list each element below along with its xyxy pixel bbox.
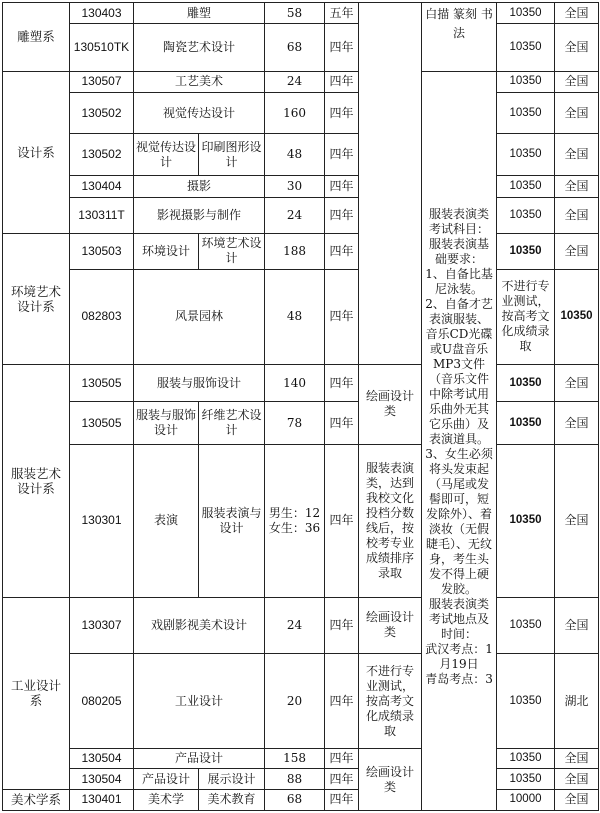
exam-type-cell bbox=[359, 3, 422, 365]
enrollment-count: 160 bbox=[265, 92, 325, 133]
tuition-fee: 10350 bbox=[497, 769, 555, 789]
tuition-fee: 10350 bbox=[497, 364, 555, 401]
major-code: 130507 bbox=[70, 71, 134, 92]
enrollment-region: 全国 bbox=[555, 3, 599, 24]
major-code: 130504 bbox=[70, 769, 134, 789]
tuition-fee: 10350 bbox=[497, 749, 555, 769]
major-name: 摄影 bbox=[134, 175, 265, 197]
enrollment-region: 全国 bbox=[555, 789, 599, 810]
enrollment-region: 全国 bbox=[555, 749, 599, 769]
department-cell: 服装艺术设计系 bbox=[3, 364, 70, 597]
study-years: 四年 bbox=[325, 654, 359, 749]
enrollment-count: 58 bbox=[265, 3, 325, 24]
enrollment-count: 68 bbox=[265, 789, 325, 810]
notes-paragraph: 服装表演类考试科目： bbox=[429, 206, 490, 236]
enrollment-region: 全国 bbox=[555, 233, 599, 269]
department-cell: 工业设计系 bbox=[3, 597, 70, 789]
study-years: 四年 bbox=[325, 92, 359, 133]
table-row bbox=[3, 3, 599, 24]
enrollment-region: 全国 bbox=[555, 134, 599, 175]
major-name: 环境设计 bbox=[134, 233, 199, 269]
study-years: 四年 bbox=[325, 198, 359, 233]
tuition-fee: 10350 bbox=[497, 597, 555, 654]
tuition-fee: 10350 bbox=[497, 3, 555, 24]
exam-subjects: 白描 篆刻 书法 bbox=[422, 3, 497, 72]
tuition-fee: 10350 bbox=[497, 175, 555, 197]
table-row bbox=[3, 233, 599, 269]
enrollment-region: 全国 bbox=[555, 402, 599, 444]
tuition-fee: 10350 bbox=[497, 24, 555, 72]
major-code: 130403 bbox=[70, 3, 134, 24]
table-row bbox=[3, 749, 599, 769]
major-name: 雕塑 bbox=[134, 3, 265, 24]
enrollment-count: 48 bbox=[265, 269, 325, 364]
table-row bbox=[3, 175, 599, 197]
study-years: 四年 bbox=[325, 402, 359, 444]
major-code: 080205 bbox=[70, 654, 134, 749]
table-row bbox=[3, 269, 599, 364]
major-name: 服装与服饰设计 bbox=[134, 364, 265, 401]
notes-paragraph: 2、自备才艺表演服装、音乐CD光碟或U盘音乐MP3文件（音乐文件中除考试用乐曲外无其它乐曲）及表演道具。 bbox=[425, 296, 493, 446]
enrollment-count: 78 bbox=[265, 402, 325, 444]
tuition-fee: 10000 bbox=[497, 789, 555, 810]
enrollment-region: 全国 bbox=[555, 198, 599, 233]
table-row bbox=[3, 198, 599, 233]
major-direction: 美术教育 bbox=[199, 789, 265, 810]
enrollment-region: 全国 bbox=[555, 92, 599, 133]
study-years: 四年 bbox=[325, 789, 359, 810]
major-name: 表演 bbox=[134, 444, 199, 597]
department-cell: 美术学系 bbox=[3, 789, 70, 810]
enrollment-count: 140 bbox=[265, 364, 325, 401]
tuition-fee: 10350 bbox=[497, 71, 555, 92]
major-name: 风景园林 bbox=[134, 269, 265, 364]
enrollment-count: 188 bbox=[265, 233, 325, 269]
major-name: 美术学 bbox=[134, 789, 199, 810]
major-name: 工业设计 bbox=[134, 654, 265, 749]
notes-paragraph: 1、自备比基尼泳装。 bbox=[425, 266, 493, 296]
major-name: 工艺美术 bbox=[134, 71, 265, 92]
exam-type: 服装表演类，达到我校文化投档分数线后，按校考专业成绩排序录取 bbox=[359, 444, 422, 597]
table-row bbox=[3, 92, 599, 133]
enrollment-count: 24 bbox=[265, 71, 325, 92]
major-name: 产品设计 bbox=[134, 769, 199, 789]
tuition-fee: 10350 bbox=[497, 444, 555, 597]
major-code: 130510TK bbox=[70, 24, 134, 72]
notes-paragraph: 武汉考点：1月19日 bbox=[425, 641, 493, 671]
major-direction: 服装表演与设计 bbox=[199, 444, 265, 597]
notes-paragraph: 青岛考点：3 bbox=[425, 671, 493, 686]
study-years: 五年 bbox=[325, 3, 359, 24]
enrollment-region: 全国 bbox=[555, 175, 599, 197]
tuition-fee: 10350 bbox=[555, 269, 599, 364]
exam-type: 绘画设计类 bbox=[359, 364, 422, 444]
major-name: 戏剧影视美术设计 bbox=[134, 597, 265, 654]
exam-type: 不进行专业测试，按高考文化成绩录取 bbox=[359, 654, 422, 749]
enrollment-region: 全国 bbox=[555, 769, 599, 789]
notes-paragraph: 服装表演类考试地点及时间： bbox=[429, 596, 490, 641]
notes-paragraph: 服装表演基础要求： bbox=[429, 236, 490, 266]
major-name: 视觉传达设计 bbox=[134, 92, 265, 133]
admission-plan-table bbox=[2, 2, 599, 811]
major-code: 130505 bbox=[70, 364, 134, 401]
study-years: 四年 bbox=[325, 597, 359, 654]
study-years: 四年 bbox=[325, 749, 359, 769]
study-years: 四年 bbox=[325, 175, 359, 197]
table-row bbox=[3, 134, 599, 175]
major-code: 130404 bbox=[70, 175, 134, 197]
table-row bbox=[3, 402, 599, 444]
study-years: 四年 bbox=[325, 134, 359, 175]
exam-type: 绘画设计类 bbox=[359, 749, 422, 811]
enrollment-count: 88 bbox=[265, 769, 325, 789]
enrollment-region: 湖北 bbox=[555, 654, 599, 749]
major-code: 130505 bbox=[70, 402, 134, 444]
major-name: 视觉传达设计 bbox=[134, 134, 199, 175]
department-cell: 雕塑系 bbox=[3, 3, 70, 72]
table-row bbox=[3, 71, 599, 92]
tuition-fee: 10350 bbox=[497, 92, 555, 133]
enrollment-count: 24 bbox=[265, 198, 325, 233]
table-row bbox=[3, 789, 599, 810]
enrollment-count: 30 bbox=[265, 175, 325, 197]
table-row bbox=[3, 364, 599, 401]
tuition-fee: 10350 bbox=[497, 198, 555, 233]
enrollment-count: 68 bbox=[265, 24, 325, 72]
major-name: 产品设计 bbox=[134, 749, 265, 769]
tuition-fee: 10350 bbox=[497, 402, 555, 444]
study-years: 四年 bbox=[325, 769, 359, 789]
enrollment-count: 158 bbox=[265, 749, 325, 769]
department-cell: 设计系 bbox=[3, 71, 70, 233]
enrollment-count: 48 bbox=[265, 134, 325, 175]
major-code: 082803 bbox=[70, 269, 134, 364]
major-code: 130301 bbox=[70, 444, 134, 597]
study-years: 四年 bbox=[325, 269, 359, 364]
enrollment-region: 全国 bbox=[555, 364, 599, 401]
table-row bbox=[3, 769, 599, 789]
enrollment-region: 全国 bbox=[555, 71, 599, 92]
major-code: 130401 bbox=[70, 789, 134, 810]
department-cell: 环境艺术设计系 bbox=[3, 233, 70, 364]
table-row bbox=[3, 654, 599, 749]
study-years: 四年 bbox=[325, 444, 359, 597]
exam-type: 绘画设计类 bbox=[359, 597, 422, 654]
major-code: 130311T bbox=[70, 198, 134, 233]
fashion-show-notes bbox=[422, 71, 497, 810]
table-row bbox=[3, 444, 599, 597]
exam-type: 不进行专业测试，按高考文化成绩录取 bbox=[497, 269, 555, 364]
major-direction: 展示设计 bbox=[199, 769, 265, 789]
tuition-fee: 10350 bbox=[497, 233, 555, 269]
table-row bbox=[3, 597, 599, 654]
major-code: 130502 bbox=[70, 92, 134, 133]
study-years: 四年 bbox=[325, 364, 359, 401]
tuition-fee: 10350 bbox=[497, 134, 555, 175]
major-direction: 纤维艺术设计 bbox=[199, 402, 265, 444]
tuition-fee: 10350 bbox=[497, 654, 555, 749]
major-code: 130503 bbox=[70, 233, 134, 269]
enrollment-region: 全国 bbox=[555, 444, 599, 597]
enrollment-count: 24 bbox=[265, 597, 325, 654]
study-years: 四年 bbox=[325, 24, 359, 72]
enrollment-region: 全国 bbox=[555, 24, 599, 72]
study-years: 四年 bbox=[325, 233, 359, 269]
enrollment-count: 男生：12 女生：36 bbox=[265, 444, 325, 597]
major-code: 130504 bbox=[70, 749, 134, 769]
major-direction: 环境艺术设计 bbox=[199, 233, 265, 269]
major-direction: 印刷图形设计 bbox=[199, 134, 265, 175]
major-name: 陶瓷艺术设计 bbox=[134, 24, 265, 72]
study-years: 四年 bbox=[325, 71, 359, 92]
major-code: 130307 bbox=[70, 597, 134, 654]
enrollment-region: 全国 bbox=[555, 597, 599, 654]
table-row bbox=[3, 24, 599, 72]
notes-paragraph: 3、女生必须将头发束起（马尾或发髻即可，短发除外）、着淡妆（无假睫毛）、无纹身，考生头发不得上硬发胶。 bbox=[425, 446, 493, 596]
major-code: 130502 bbox=[70, 134, 134, 175]
major-name: 影视摄影与制作 bbox=[134, 198, 265, 233]
enrollment-count: 20 bbox=[265, 654, 325, 749]
major-name: 服装与服饰设计 bbox=[134, 402, 199, 444]
